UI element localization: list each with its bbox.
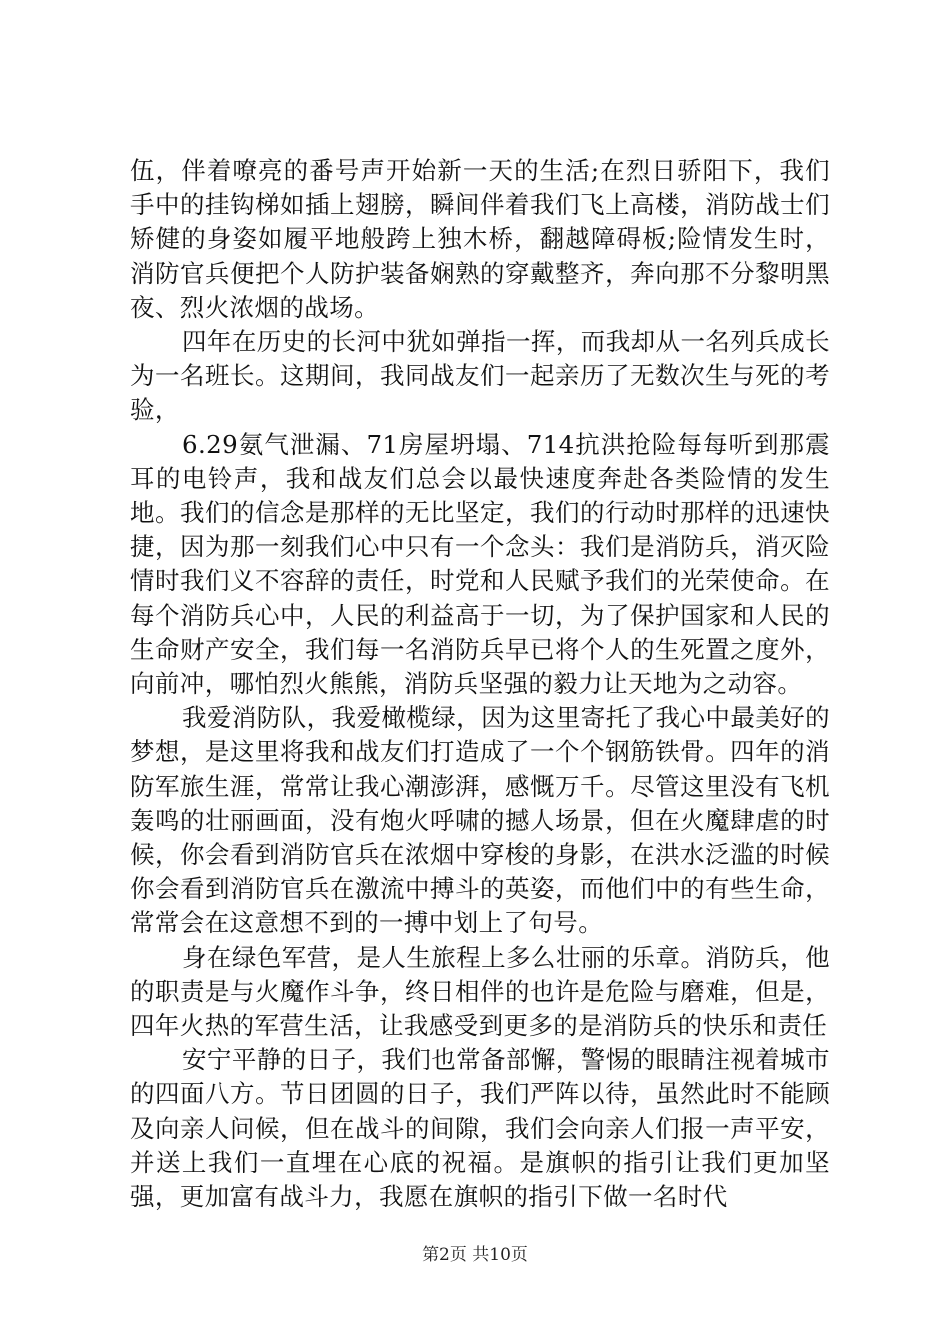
paragraph-2: 四年在历史的长河中犹如弹指一挥，而我却从一名列兵成长为一名班长。这期间，我同战友们一起亲历了无数次生与死的考验， xyxy=(130,327,830,425)
page-number-footer: 第2页 共10页 xyxy=(422,1245,528,1265)
document-body xyxy=(130,154,830,1214)
paragraph-1: 伍，伴着嘹亮的番号声开始新一天的生活;在烈日骄阳下，我们手中的挂钩梯如插上翅膀，瞬间伴着我们飞上高楼，消防战士们矫健的身姿如履平地般跨上独木桥，翻越障碍板;险情发生时，消防官兵便把个人防护装备娴熟的穿戴整齐，奔向那不分黎明黑夜、烈火浓烟的战场。 xyxy=(130,156,830,322)
paragraph-3: 6.29氨气泄漏、71房屋坍塌、714抗洪抢险每每听到那震耳的电铃声，我和战友们总会以最快速度奔赴各类险情的发生地。我们的信念是那样的无比坚定，我们的行动时那样的迅速快捷，因为那一刻我们心中只有一个念头：我们是消防兵，消灭险情时我们义不容辞的责任，时党和人民赋予我们的光荣使命。在每个消防兵心中，人民的利益高于一切，为了保护国家和人民的生命财产安全，我们每一名消防兵早已将个人的生死置之度外，向前冲，哪怕烈火熊熊，消防兵坚强的毅力让天地为之动容。 xyxy=(130,429,830,699)
paragraph-6: 安宁平静的日子，我们也常备部懈，警惕的眼睛注视着城市的四面八方。节日团圆的日子，我们严阵以待，虽然此时不能顾及向亲人问候，但在战斗的间隙，我们会向亲人们报一声平安，并送上我们一直埋在心底的祝福。是旗帜的指引让我们更加坚强，更加富有战斗力，我愿在旗帜的指引下做一名时代 xyxy=(130,1045,830,1212)
paragraph-5: 身在绿色军营，是人生旅程上多么壮丽的乐章。消防兵，他的职责是与火魔作斗争，终日相伴的也许是危险与磨难，但是，四年火热的军营生活，让我感受到更多的是消防兵的快乐和责任 xyxy=(130,942,830,1041)
paragraph-4: 我爱消防队，我爱橄榄绿，因为这里寄托了我心中最美好的梦想，是这里将我和战友们打造成了一个个钢筋铁骨。四年的消防军旅生涯，常常让我心潮澎湃，感慨万千。尽管这里没有飞机轰鸣的壮丽画面，没有炮火呼啸的撼人场景，但在火魔肆虐的时候，你会看到消防官兵在浓烟中穿梭的身影，在洪水泛滥的时候你会看到消防官兵在激流中搏斗的英姿，而他们中的有些生命，常常会在这意想不到的一搏中划上了句号。 xyxy=(130,703,830,938)
